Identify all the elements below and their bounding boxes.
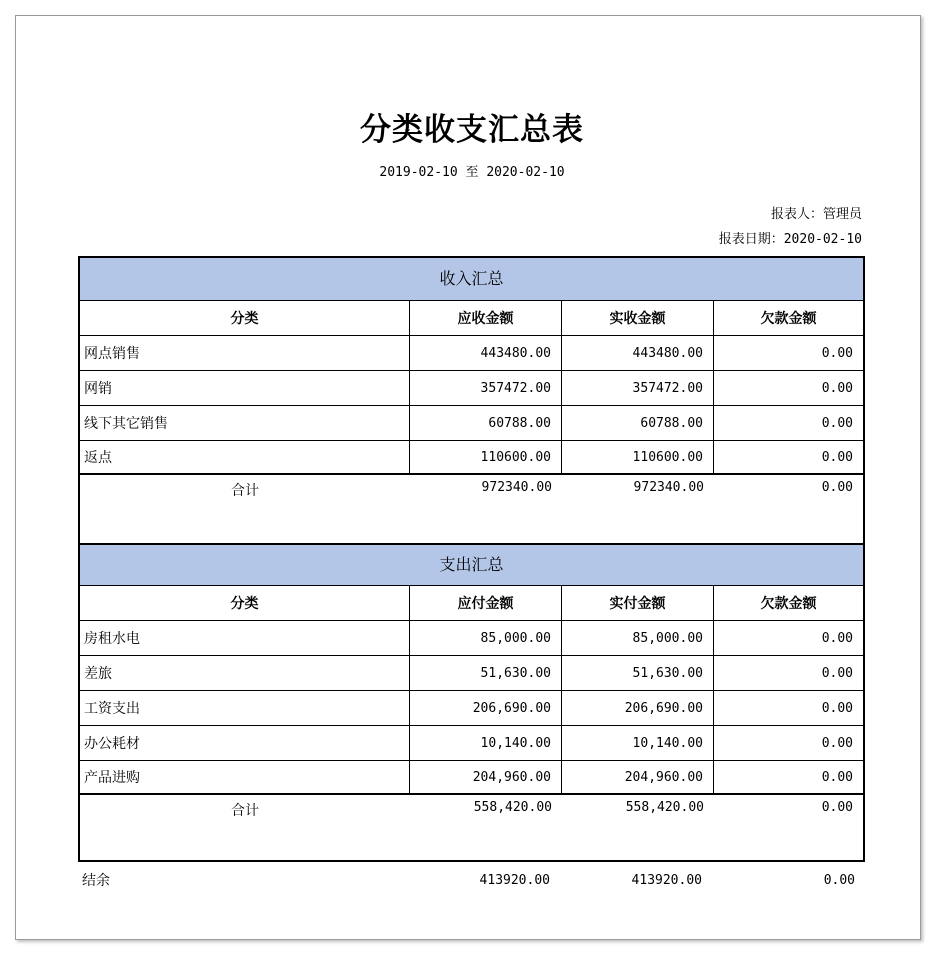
row-arrears: 0.00 (821, 735, 853, 751)
table-row (80, 621, 863, 656)
row-payable: 51,630.00 (410, 656, 562, 690)
table-row (80, 691, 863, 726)
column-header-arrears: 欠款金额 (760, 311, 817, 327)
column-header-category: 分类 (80, 301, 410, 335)
row-category: 网点销售 (80, 336, 410, 370)
table-row (80, 761, 863, 795)
row-arrears: 0.00 (821, 380, 853, 396)
table-row (80, 336, 863, 371)
column-header-received: 实收金额 (562, 301, 714, 335)
reporter-label: 报表人：管理员 (770, 207, 862, 222)
row-arrears: 0.00 (821, 630, 853, 646)
row-category: 网销 (80, 371, 410, 405)
balance-row (78, 868, 865, 892)
expense-column-headers (80, 586, 863, 621)
report-title: 分类收支汇总表 (360, 112, 584, 148)
row-category: 线下其它销售 (80, 406, 410, 440)
row-paid: 85,000.00 (562, 621, 714, 655)
expense-total-row (80, 795, 863, 860)
column-header-arrears: 欠款金额 (760, 596, 817, 612)
report-period: 2019-02-10 至 2020-02-10 (379, 165, 565, 180)
row-arrears: 0.00 (821, 449, 853, 465)
row-payable: 85,000.00 (410, 621, 562, 655)
row-category: 工资支出 (80, 691, 410, 725)
income-column-headers (80, 301, 863, 336)
row-received: 443480.00 (562, 336, 714, 370)
total-payable: 558,420.00 (473, 800, 552, 815)
row-arrears: 0.00 (821, 700, 853, 716)
row-category: 产品进购 (80, 761, 410, 793)
row-paid: 10,140.00 (562, 726, 714, 760)
row-received: 60788.00 (562, 406, 714, 440)
table-row (80, 371, 863, 406)
column-header-category: 分类 (80, 586, 410, 620)
row-receivable: 357472.00 (410, 371, 562, 405)
row-category: 办公耗材 (80, 726, 410, 760)
row-paid: 51,630.00 (562, 656, 714, 690)
total-label: 合计 (231, 483, 259, 499)
total-arrears: 0.00 (821, 480, 853, 495)
summary-table (78, 256, 865, 862)
row-category: 房租水电 (80, 621, 410, 655)
row-category: 差旅 (80, 656, 410, 690)
row-receivable: 110600.00 (410, 441, 562, 473)
row-payable: 204,960.00 (410, 761, 562, 793)
table-row (80, 406, 863, 441)
row-received: 110600.00 (562, 441, 714, 473)
row-receivable: 60788.00 (410, 406, 562, 440)
row-arrears: 0.00 (821, 415, 853, 431)
row-paid: 204,960.00 (562, 761, 714, 793)
column-header-receivable: 应收金额 (410, 301, 562, 335)
balance-due: 413920.00 (479, 872, 550, 888)
balance-label: 结余 (82, 873, 110, 889)
table-row (80, 726, 863, 761)
row-arrears: 0.00 (821, 345, 853, 361)
column-header-paid: 实付金额 (562, 586, 714, 620)
income-total-row (80, 475, 863, 545)
row-arrears: 0.00 (821, 769, 853, 785)
row-payable: 206,690.00 (410, 691, 562, 725)
report-date-label: 报表日期：2020-02-10 (718, 232, 862, 247)
row-category: 返点 (80, 441, 410, 473)
balance-actual: 413920.00 (631, 872, 702, 888)
column-header-payable: 应付金额 (410, 586, 562, 620)
row-received: 357472.00 (562, 371, 714, 405)
total-received: 972340.00 (633, 480, 704, 495)
table-row (80, 441, 863, 475)
expense-section-header: 支出汇总 (80, 545, 863, 586)
income-section-header: 收入汇总 (80, 258, 863, 301)
row-paid: 206,690.00 (562, 691, 714, 725)
total-paid: 558,420.00 (625, 800, 704, 815)
row-arrears: 0.00 (821, 665, 853, 681)
table-row (80, 656, 863, 691)
total-receivable: 972340.00 (481, 480, 552, 495)
total-label: 合计 (231, 803, 259, 819)
row-receivable: 443480.00 (410, 336, 562, 370)
balance-arrears: 0.00 (823, 872, 855, 888)
row-payable: 10,140.00 (410, 726, 562, 760)
total-arrears: 0.00 (821, 800, 853, 815)
